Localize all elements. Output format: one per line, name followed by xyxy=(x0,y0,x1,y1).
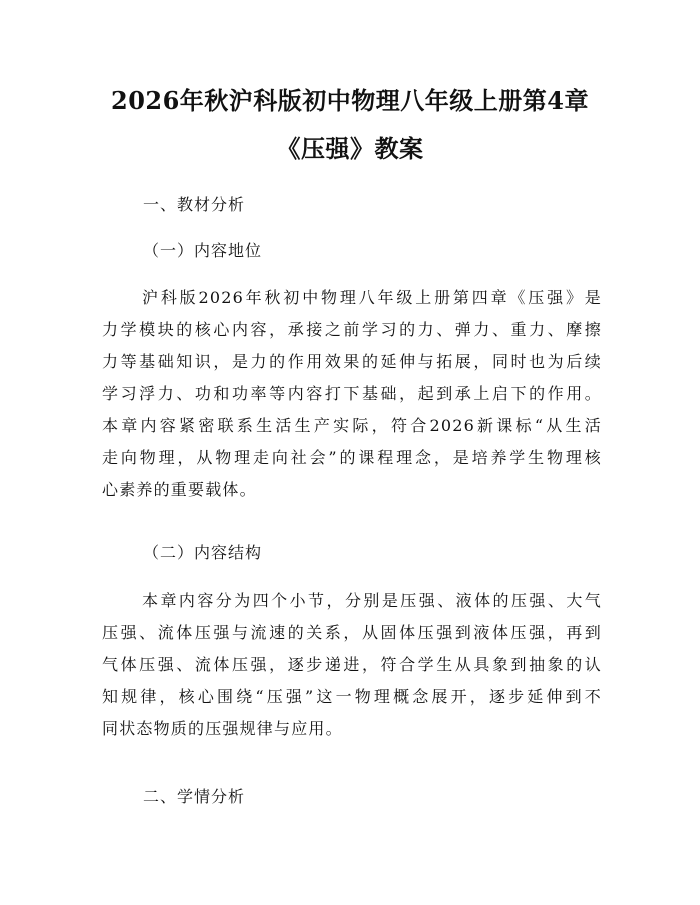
paragraph-line: 知规律，核心围绕“压强”这一物理概念展开，逐步延伸到不 xyxy=(102,687,602,706)
subsection-heading-content-structure: （二）内容结构 xyxy=(143,543,263,562)
paragraph-line: 力等基础知识，是力的作用效果的延伸与拓展，同时也为后续 xyxy=(102,352,602,371)
paragraph-line: 走向物理，从物理走向社会”的课程理念，是培养学生物理核 xyxy=(102,448,602,467)
section-heading-textbook-analysis: 一、教材分析 xyxy=(143,195,246,214)
subsection-heading-content-position: （一）内容地位 xyxy=(143,241,263,260)
paragraph-line: 力学模块的核心内容，承接之前学习的力、弹力、重力、摩擦 xyxy=(102,320,602,339)
paragraph-content-structure xyxy=(102,585,602,745)
paragraph-line: 心素养的重要载体。 xyxy=(102,480,257,499)
document-title-line-1: 2026年秋沪科版初中物理八年级上册第4章 xyxy=(111,86,589,115)
paragraph-content-position xyxy=(102,282,602,506)
paragraph-line: 沪科版2026年秋初中物理八年级上册第四章《压强》是 xyxy=(142,288,602,307)
paragraph-line: 本章内容分为四个小节，分别是压强、液体的压强、大气 xyxy=(142,591,602,610)
paragraph-line: 本章内容紧密联系生活生产实际，符合2026新课标“从生活 xyxy=(102,416,602,435)
document-title-line-2: 《压强》教案 xyxy=(276,134,424,163)
paragraph-line: 压强、流体压强与流速的关系，从固体压强到液体压强，再到 xyxy=(102,623,602,642)
paragraph-line: 同状态物质的压强规律与应用。 xyxy=(102,719,343,738)
paragraph-line: 气体压强、流体压强，逐步递进，符合学生从具象到抽象的认 xyxy=(102,655,602,674)
section-heading-student-analysis: 二、学情分析 xyxy=(143,787,246,806)
paragraph-line: 学习浮力、功和功率等内容打下基础，起到承上启下的作用。 xyxy=(102,384,602,403)
